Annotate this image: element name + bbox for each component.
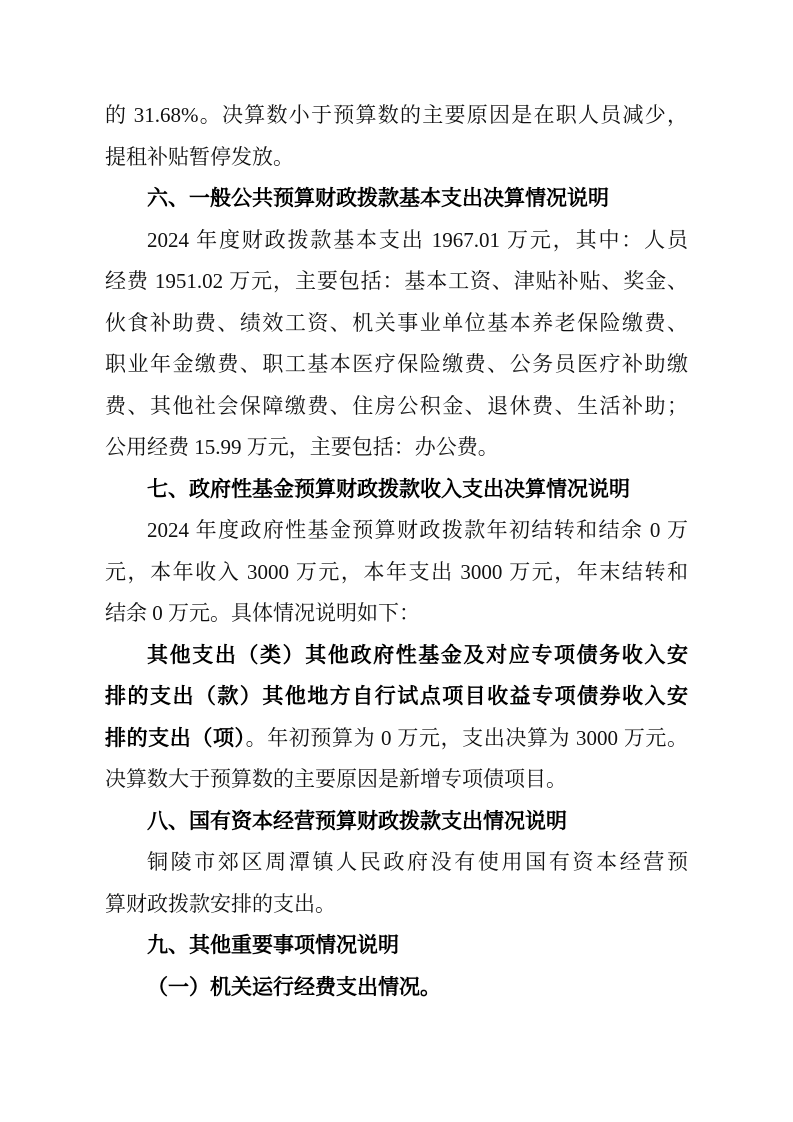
section-heading-eight: 八、国有资本经营预算财政拨款支出情况说明 [147,808,567,833]
body-line: 结余 0 万元。具体情况说明如下： [105,601,420,625]
body-line: 2024 年度财政拨款基本支出 1967.01 万元，其中：人员 [147,227,688,252]
section-heading-six: 六、一般公共预算财政拨款基本支出决算情况说明 [147,186,609,210]
body-line: 费、其他社会保障缴费、住房公积金、退休费、生活补助； [105,393,688,418]
body-line: 伙食补助费、绩效工资、机关事业单位基本养老保险缴费、 [105,310,688,335]
bold-run: 排的支出（项） [105,725,246,750]
body-line-bold: 排的支出（款）其他地方自行试点项目收益专项债券收入安 [105,684,688,708]
section-six [105,178,688,469]
section-subheading-nine-1: （一）机关运行经费支出情况。 [147,974,441,999]
body-line: 2024 年度政府性基金预算财政拨款年初结转和结余 0 万 [147,518,688,542]
body-line: 提租补贴暂停发放。 [105,144,294,169]
paragraph-continuation [105,95,688,178]
section-eight [105,801,688,926]
body-line: 公用经费 15.99 万元，主要包括：办公费。 [105,435,499,459]
body-line: 职业年金缴费、职工基本医疗保险缴费、公务员医疗补助缴 [105,352,688,376]
section-seven [105,469,688,801]
section-nine [105,925,688,1008]
body-line-mixed [105,718,688,760]
section-heading-seven: 七、政府性基金预算财政拨款收入支出决算情况说明 [147,476,630,501]
section-heading-nine: 九、其他重要事项情况说明 [147,933,399,957]
body-line: 元，本年收入 3000 万元，本年支出 3000 万元，年末结转和 [105,559,688,584]
regular-run: 。年初预算为 0 万元，支出决算为 3000 万元。 [245,725,689,750]
body-line: 铜陵市郊区周潭镇人民政府没有使用国有资本经营预 [147,850,688,874]
body-line-bold: 其他支出（类）其他政府性基金及对应专项债务收入安 [147,642,688,667]
document-content [105,95,688,1008]
body-line: 决算数大于预算数的主要原因是新增专项债项目。 [105,767,567,791]
body-line: 的 31.68%。决算数小于预算数的主要原因是在职人员减少， [105,103,688,127]
body-line: 算财政拨款安排的支出。 [105,891,336,916]
body-line: 经费 1951.02 万元，主要包括：基本工资、津贴补贴、奖金、 [105,269,688,293]
